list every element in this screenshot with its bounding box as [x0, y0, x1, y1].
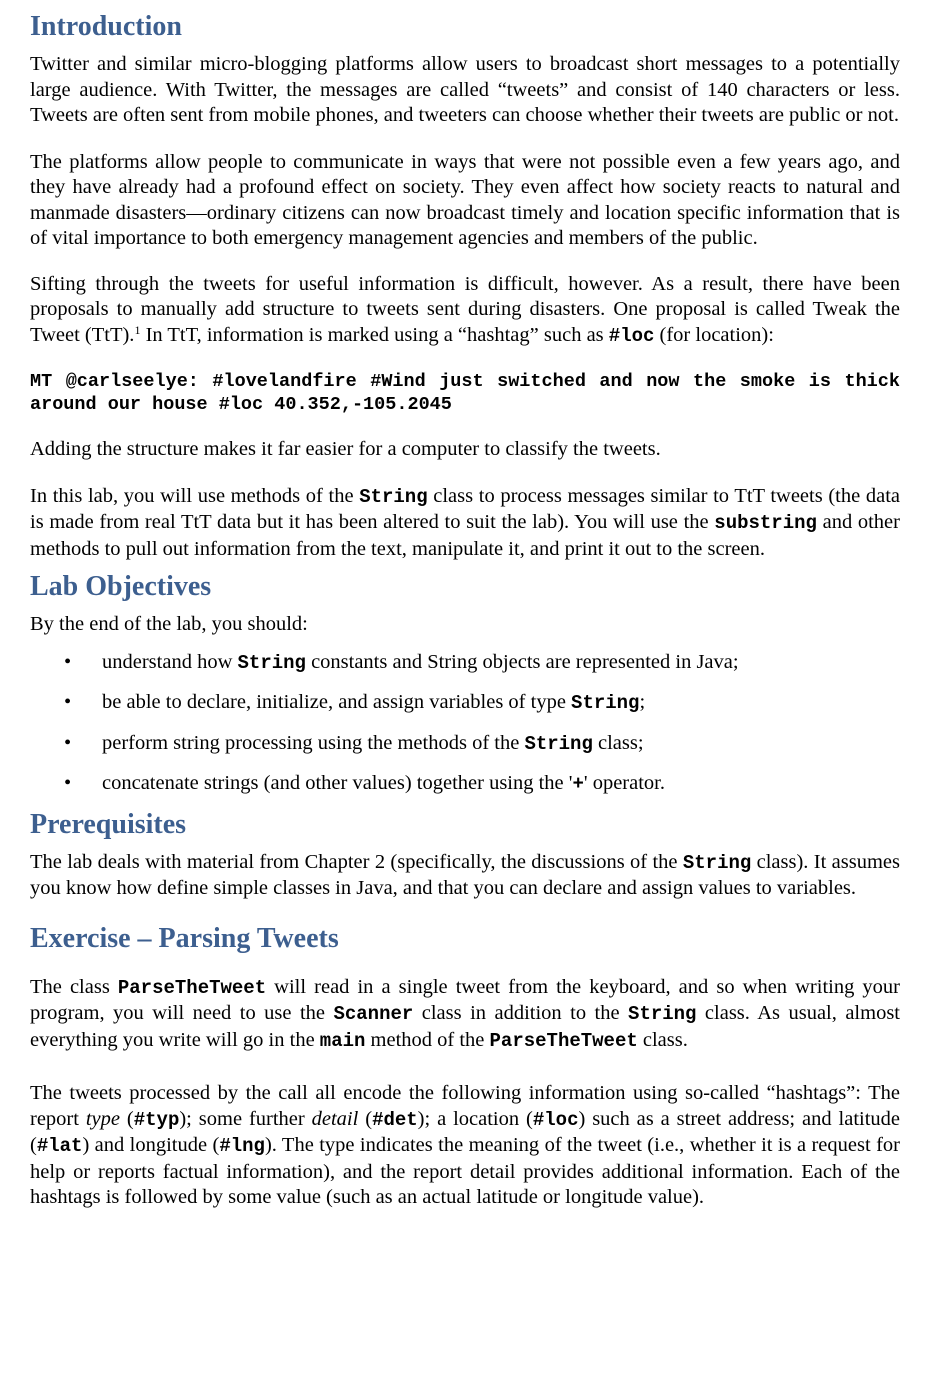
objective-text: ;	[639, 691, 646, 713]
exercise-p2-text: ) such as a street address; and latitude (	[30, 1107, 901, 1156]
objective-text: understand how	[102, 650, 238, 673]
exercise-p2-code: #det	[372, 1108, 418, 1131]
objective-code: String	[237, 651, 306, 674]
exercise-p2-text: ); a location (	[417, 1107, 533, 1130]
exercise-p2-text: ); some further	[179, 1107, 312, 1130]
prerequisites-heading: Prerequisites	[30, 808, 187, 840]
intro-p3-text-a: Sifting through the tweets for useful information is difficult, however. As a result, there have been proposals to manually add structure to tweets sent during disasters. One proposal is called Tweak the Tweet (TtT).	[30, 272, 900, 346]
exercise-p2-text: The tweets processed by the call all encode the following information using so-called “hashtags”: The report	[30, 1082, 900, 1130]
exercise-p1-text: The class	[30, 975, 118, 998]
bullet-icon: •	[64, 772, 72, 794]
objective-text: perform string processing using the methods of the	[102, 731, 525, 754]
exercise-p2-code: #lng	[219, 1135, 265, 1157]
exercise-p1-text: class. As usual, almost everything you write will go in the	[30, 1002, 900, 1051]
intro-p5-code-string: String	[359, 485, 428, 508]
bullet-icon: •	[64, 731, 72, 754]
exercise-heading: Exercise – Parsing Tweets	[30, 922, 339, 954]
prereq-text-a: The lab deals with material from Chapter 2 (specifically, the discussions of the	[30, 850, 683, 873]
prereq-text-b: class). It assumes you know how define simple classes in Java, and that you can declare and assign values to variables.	[30, 850, 900, 899]
intro-paragraph-1: Twitter and similar micro-blogging platforms allow users to broadcast short messages to a potentially large audience. With Twitter, the messages are called “tweets” and consist of 140 characters or less. Tweets are often sent from mobile phones, and tweeters can choose whether their tweets are public or not.	[30, 53, 900, 126]
exercise-p2-code: #typ	[133, 1108, 180, 1131]
exercise-p2-emphasis: type	[85, 1107, 121, 1130]
lab-objectives-heading: Lab Objectives	[30, 571, 212, 602]
objective-text: class;	[592, 731, 644, 754]
exercise-paragraph-2	[30, 1081, 900, 1211]
exercise-p2-code: #loc	[532, 1108, 579, 1131]
intro-paragraph-4: Adding the structure makes it far easier for a computer to classify the tweets.	[30, 438, 661, 460]
objective-code: String	[524, 732, 593, 755]
intro-p5-code-substring: substring	[714, 512, 817, 534]
intro-p3-text-c: (for location):	[654, 323, 774, 346]
exercise-p1-text: class in addition to the	[413, 1002, 629, 1024]
objective-text: concatenate strings (and other values) together using the '	[102, 772, 573, 794]
exercise-p2-text: ) and longitude (	[82, 1134, 220, 1156]
exercise-p2-text: ). The type indicates the meaning of the tweet (i.e., whether it is a request for help or reports factual information), and the report detail provides additional information. Each of the hashtags is followed by some value (such as an actual latitude or longitude value).	[30, 1134, 900, 1208]
objective-code: +	[572, 773, 584, 795]
exercise-p1-code: ParseTheTweet	[489, 1029, 638, 1052]
intro-paragraph-3	[30, 272, 900, 350]
exercise-p2-emphasis: detail	[311, 1107, 359, 1130]
exercise-p1-code: String	[628, 1003, 697, 1025]
exercise-p1-text: method of the	[365, 1028, 490, 1051]
objective-code: String	[571, 692, 640, 714]
objectives-list	[30, 650, 900, 798]
objective-item	[30, 731, 900, 758]
objective-item	[30, 771, 900, 798]
objective-text: ' operator.	[583, 772, 665, 794]
prereq-code: String	[682, 851, 752, 874]
exercise-p1-code: Scanner	[333, 1003, 414, 1025]
intro-p3-code: #loc	[608, 324, 655, 347]
intro-p5-text-c: and other methods to pull out information from the text, manipulate it, and print it out to the screen.	[30, 511, 900, 560]
bullet-icon: •	[64, 691, 72, 713]
exercise-p1-code: ParseTheTweet	[117, 976, 267, 999]
prerequisites-paragraph	[30, 850, 900, 902]
bullet-icon: •	[64, 650, 72, 673]
objective-text: be able to declare, initialize, and assign variables of type	[102, 691, 572, 713]
objective-text: constants and String objects are represented in Java;	[305, 650, 739, 673]
exercise-p2-code: #lat	[36, 1135, 83, 1157]
example-tweet-code: MT @carlseelye: #lovelandfire #Wind just switched and now the smoke is thick around our house #loc 40.352,-105.2045	[30, 371, 900, 415]
exercise-p1-text: will read in a single tweet from the keyboard, and so when writing your program, you will need to use the	[30, 975, 900, 1024]
intro-p5-text-a: In this lab, you will use methods of the	[30, 484, 360, 507]
exercise-paragraph-1	[30, 975, 900, 1055]
document-page	[30, 0, 900, 1211]
objectives-lead: By the end of the lab, you should:	[30, 613, 308, 635]
intro-p3-text-b: In TtT, information is marked using a “hashtag” such as	[140, 323, 609, 346]
exercise-p1-code: main	[319, 1029, 366, 1052]
exercise-p2-text: (	[358, 1107, 373, 1130]
objective-item	[30, 650, 900, 677]
intro-paragraph-2: The platforms allow people to communicate in ways that were not possible even a few years ago, and they have already had a profound effect on society. They even affect how society reacts to natural and manmade disasters—ordinary citizens can now broadcast timely and location specific information that is of vital importance to both emergency management agencies and members of the public.	[30, 150, 900, 249]
exercise-p2-text: (	[120, 1107, 134, 1130]
intro-p5-text-b: class to process messages similar to TtT tweets (the data is made from real TtT data but it has been altered to suit the lab). You will use the	[30, 484, 901, 533]
intro-paragraph-5	[30, 484, 900, 563]
introduction-heading: Introduction	[30, 11, 182, 42]
objective-item	[30, 690, 900, 717]
exercise-p1-text: class.	[637, 1028, 688, 1051]
footnote-marker: 1	[134, 322, 141, 337]
